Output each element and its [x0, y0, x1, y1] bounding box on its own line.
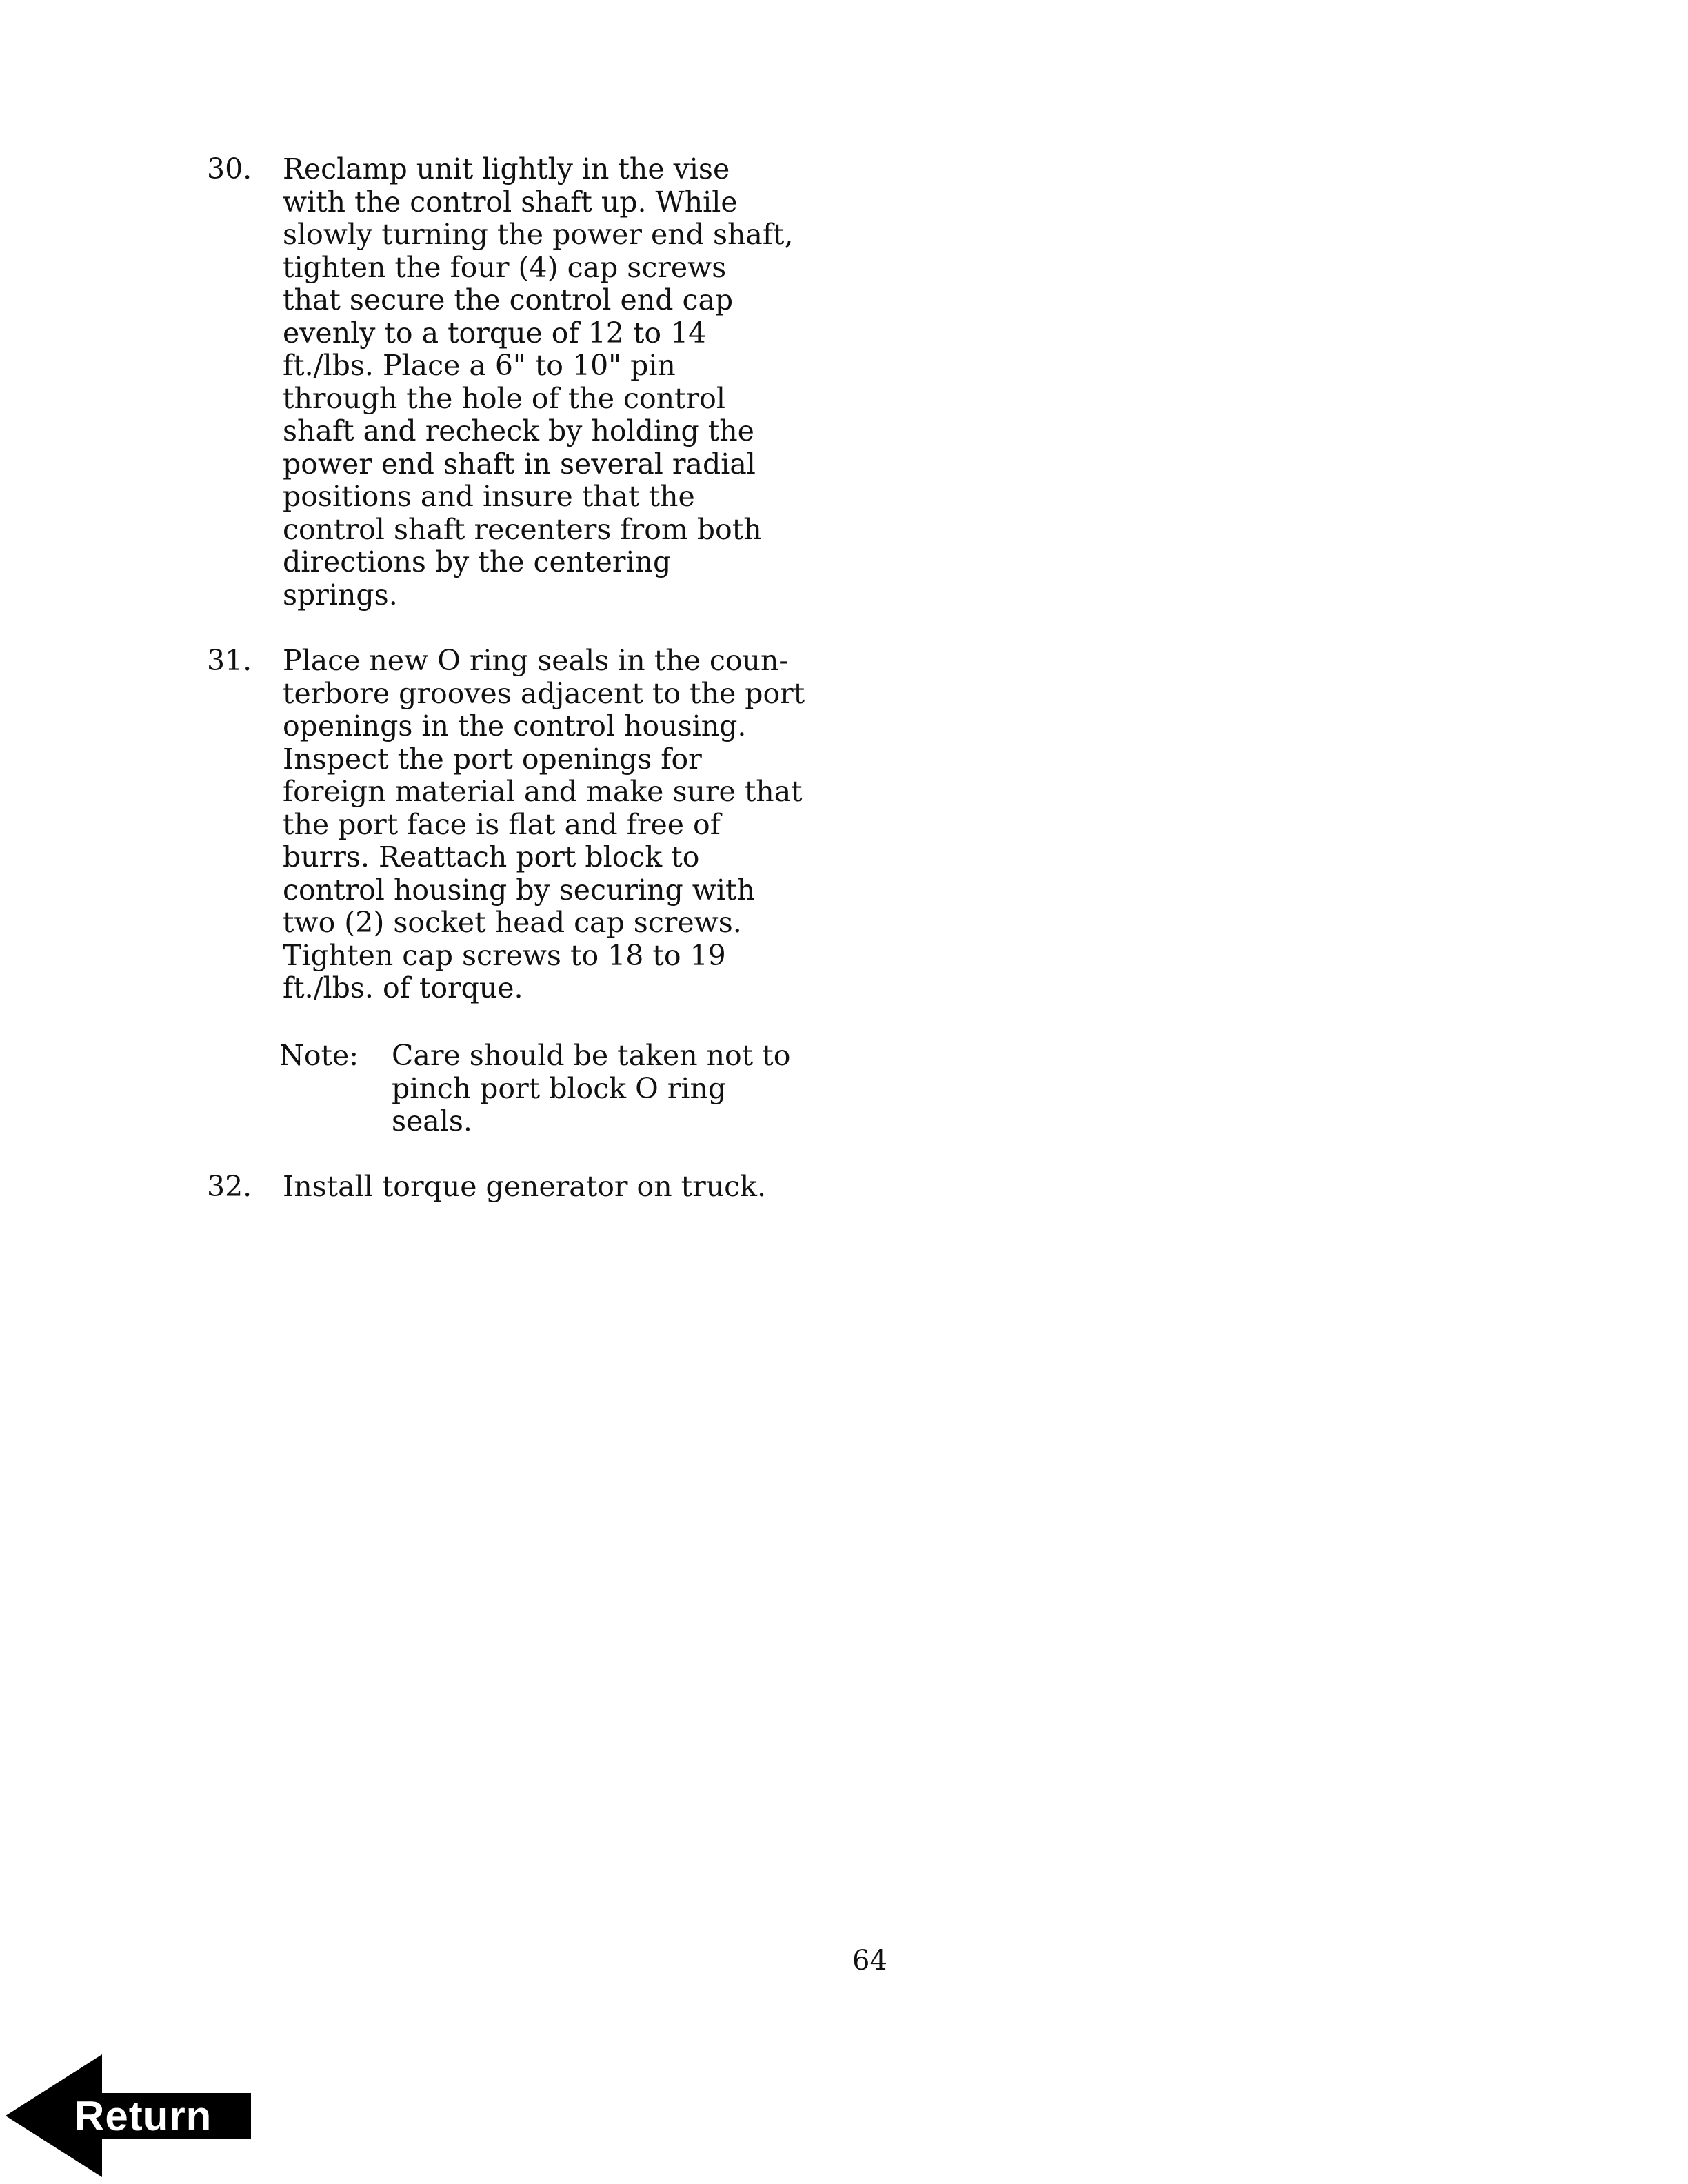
return-button[interactable] — [6, 2054, 251, 2177]
step-line: positions and insure that the — [283, 480, 695, 513]
note-line: seals. — [392, 1104, 472, 1138]
return-label: Return — [74, 2093, 212, 2139]
step-text — [283, 1171, 869, 1204]
step-line: openings in the control housing. — [283, 709, 747, 742]
step-line: two (2) socket head cap screws. — [283, 906, 742, 939]
step-32 — [207, 1171, 869, 1204]
step-line: the port face is flat and free of — [283, 807, 721, 841]
step-text — [283, 153, 869, 611]
note-line: pinch port block O ring — [392, 1071, 727, 1105]
step-line: terbore grooves adjacent to the port — [283, 676, 805, 710]
step-line: ft./lbs. Place a 6" to 10" pin — [283, 349, 676, 382]
step-line: with the control shaft up. While — [283, 185, 738, 219]
step-line: burrs. Reattach port block to — [283, 840, 700, 873]
step-line: springs. — [283, 578, 398, 611]
note-block — [279, 1040, 790, 1138]
step-line: Inspect the port openings for — [283, 742, 702, 776]
step-line: through the hole of the control — [283, 381, 725, 415]
note-text — [392, 1040, 790, 1138]
step-line: Reclamp unit lightly in the vise — [283, 152, 730, 185]
step-line: control housing by securing with — [283, 873, 755, 907]
step-line: control shaft recenters from both — [283, 512, 762, 546]
step-line: ft./lbs. of torque. — [283, 971, 523, 1004]
note-line: Care should be taken not to — [392, 1039, 791, 1072]
step-line: Tighten cap screws to 18 to 19 — [283, 938, 726, 972]
step-number: 32. — [207, 1170, 252, 1203]
step-line: that secure the control end cap — [283, 283, 734, 316]
step-line: evenly to a torque of 12 to 14 — [283, 316, 707, 350]
step-line: Install torque generator on truck. — [283, 1170, 766, 1203]
step-line: directions by the centering — [283, 545, 672, 578]
page-number: 64 — [852, 1945, 887, 1976]
step-number: 31. — [207, 644, 252, 677]
step-text — [283, 645, 869, 1005]
step-30 — [207, 153, 869, 611]
step-number: 30. — [207, 152, 252, 185]
step-line: slowly turning the power end shaft, — [283, 218, 794, 251]
step-line: tighten the four (4) cap screws — [283, 250, 727, 284]
step-line: Place new O ring seals in the coun- — [283, 644, 789, 677]
step-line: foreign material and make sure that — [283, 775, 803, 808]
step-line: power end shaft in several radial — [283, 447, 756, 481]
step-31 — [207, 645, 869, 1005]
note-label: Note: — [279, 1039, 359, 1072]
step-line: shaft and recheck by holding the — [283, 414, 754, 447]
